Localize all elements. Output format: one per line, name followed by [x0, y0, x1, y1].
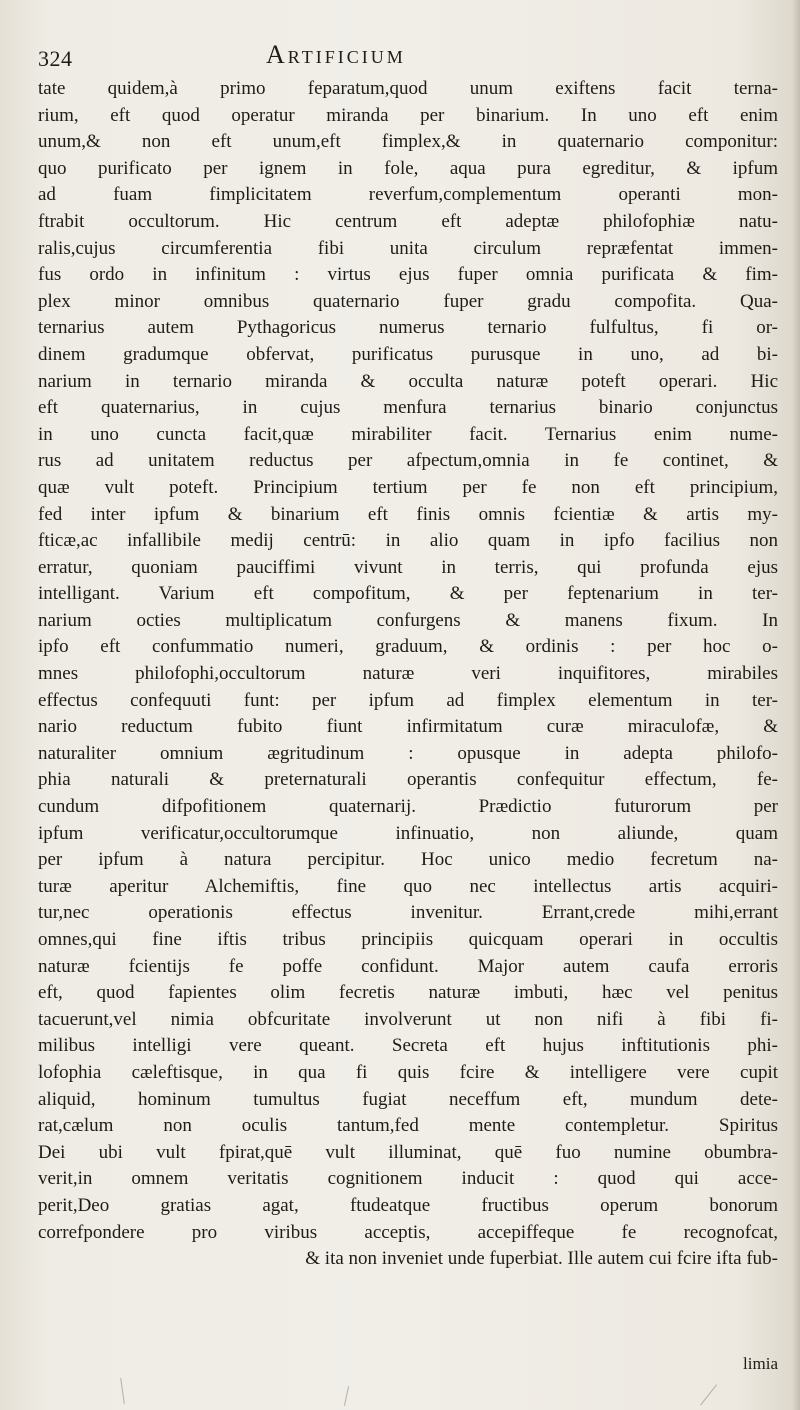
text-line: tur,nec operationis effectus invenitur. Errant,crede mihi,errant	[38, 902, 778, 924]
text-line: aliquid, hominum tumultus fugiat neceffum eft, mundum dete-	[38, 1088, 778, 1110]
text-line: milibus intelligi vere queant. Secreta eft hujus inftitutionis phi-	[38, 1035, 778, 1057]
text-line: nario reductum fubito fiunt infirmitatum curæ miraculofæ, &	[38, 716, 778, 738]
text-line: omnes,qui fine iftis tribus principiis quicquam operari in occultis	[38, 929, 778, 950]
text-line: fticæ,ac infallibile medij centrū: in alio quam in ipfo facilius non	[38, 530, 778, 552]
text-line: ipfo eft confummatio numeri, graduum, & ordinis : per hoc o-	[38, 636, 778, 658]
running-head: Artificium	[266, 40, 406, 69]
text-line: ternarius autem Pythagoricus numerus ternario fulfultus, fi or-	[38, 317, 778, 339]
text-line: rus ad unitatem reductus per afpectum,omnia in fe continet, &	[38, 450, 778, 472]
text-line: verit,in omnem veritatis cognitionem inducit : quod qui acce-	[38, 1168, 778, 1190]
text-line: effectus confequuti funt: per ipfum ad fimplex elementum in ter-	[38, 689, 778, 711]
text-line: rium, eft quod operatur miranda per binarium. In uno eft enim	[38, 104, 778, 126]
text-line: fed inter ipfum & binarium eft finis omnis fcientiæ & artis my-	[38, 503, 778, 525]
text-line: Dei ubi vult fpirat,quē vult illuminat, quē fuo numine obumbra-	[38, 1141, 778, 1163]
page-header	[38, 40, 778, 74]
text-line: narium octies multiplicatum confurgens & manens fixum. In	[38, 609, 778, 631]
page-edge-shadow	[792, 0, 800, 1410]
text-line: & ita non inveniet unde fuperbiat. Ille autem cui fcire ifta fub-	[305, 1248, 778, 1270]
ink-mark	[700, 1384, 717, 1405]
text-line: ad fuam fimplicitatem reverfum,complementum operanti mon-	[38, 184, 778, 206]
text-line: tacuerunt,vel nimia obfcuritate involverunt ut non nifi à fibi fi-	[38, 1008, 778, 1030]
text-line: lofophia cæleftisque, in qua fi quis fcire & intelligere vere cupit	[38, 1061, 778, 1083]
text-line: dinem gradumque obfervat, purificatus purusque in uno, ad bi-	[38, 343, 778, 365]
text-line: ipfum verificatur,occultorumque infinuatio, non aliunde, quam	[38, 822, 778, 844]
page-number: 324	[38, 46, 73, 71]
text-line: mnes philofophi,occultorum naturæ veri inquifitores, mirabiles	[38, 663, 778, 685]
text-line: rat,cælum non oculis tantum,fed mente contempletur. Spiritus	[38, 1115, 778, 1137]
text-line: unum,& non eft unum,eft fimplex,& in quaternario componitur:	[38, 131, 778, 153]
text-line: naturæ fcientijs fe poffe confidunt. Major autem caufa erroris	[38, 955, 778, 977]
text-line: ftrabit occultorum. Hic centrum eft adeptæ philofophiæ natu-	[38, 210, 778, 232]
text-line: erratur, quoniam pauciffimi vivunt in terris, qui profunda ejus	[38, 556, 778, 578]
text-line: ralis,cujus circumferentia fibi unita circulum repræfentat immen-	[38, 237, 778, 259]
text-line: phia naturali & preternaturali operantis confequitur effectum, fe-	[38, 769, 778, 791]
text-line: tate quidem,à primo feparatum,quod unum exiftens facit terna-	[38, 78, 778, 99]
text-line: quæ vult poteft. Principium tertium per fe non eft principium,	[38, 476, 778, 498]
ink-mark	[344, 1386, 349, 1406]
text-line: eft, quod fapientes olim fecretis naturæ imbuti, hæc vel penitus	[38, 982, 778, 1004]
text-line: cundum difpofitionem quaternarij. Prædictio futurorum per	[38, 796, 778, 818]
ink-mark	[120, 1378, 125, 1404]
catchword-row	[38, 1354, 778, 1378]
text-line: naturaliter omnium ægritudinum : opusque in adepta philofo-	[38, 742, 778, 764]
catchword: limia	[743, 1354, 778, 1373]
text-line: quo purificato per ignem in fole, aqua pura egreditur, & ipfum	[38, 157, 778, 179]
text-line: turæ aperitur Alchemiftis, fine quo nec intellectus artis acquiri-	[38, 875, 778, 897]
text-line: narium in ternario miranda & occulta naturæ poteft operari. Hic	[38, 370, 778, 392]
text-line: fus ordo in infinitum : virtus ejus fuper omnia purificata & fim-	[38, 264, 778, 286]
text-line: per ipfum à natura percipitur. Hoc unico medio fecretum na-	[38, 849, 778, 871]
text-line: in uno cuncta facit,quæ mirabiliter facit. Ternarius enim nume-	[38, 423, 778, 445]
text-line: perit,Deo gratias agat, ftudeatque fructibus operum bonorum	[38, 1194, 778, 1216]
body-text	[38, 76, 778, 1273]
text-line: intelligant. Varium eft compofitum, & per feptenarium in ter-	[38, 583, 778, 605]
text-line: plex minor omnibus quaternario fuper gradu compofita. Qua-	[38, 290, 778, 312]
text-line: eft quaternarius, in cujus menfura ternarius binario conjunctus	[38, 397, 778, 419]
text-line: correfpondere pro viribus acceptis, accepiffeque fe recognofcat,	[38, 1221, 778, 1243]
